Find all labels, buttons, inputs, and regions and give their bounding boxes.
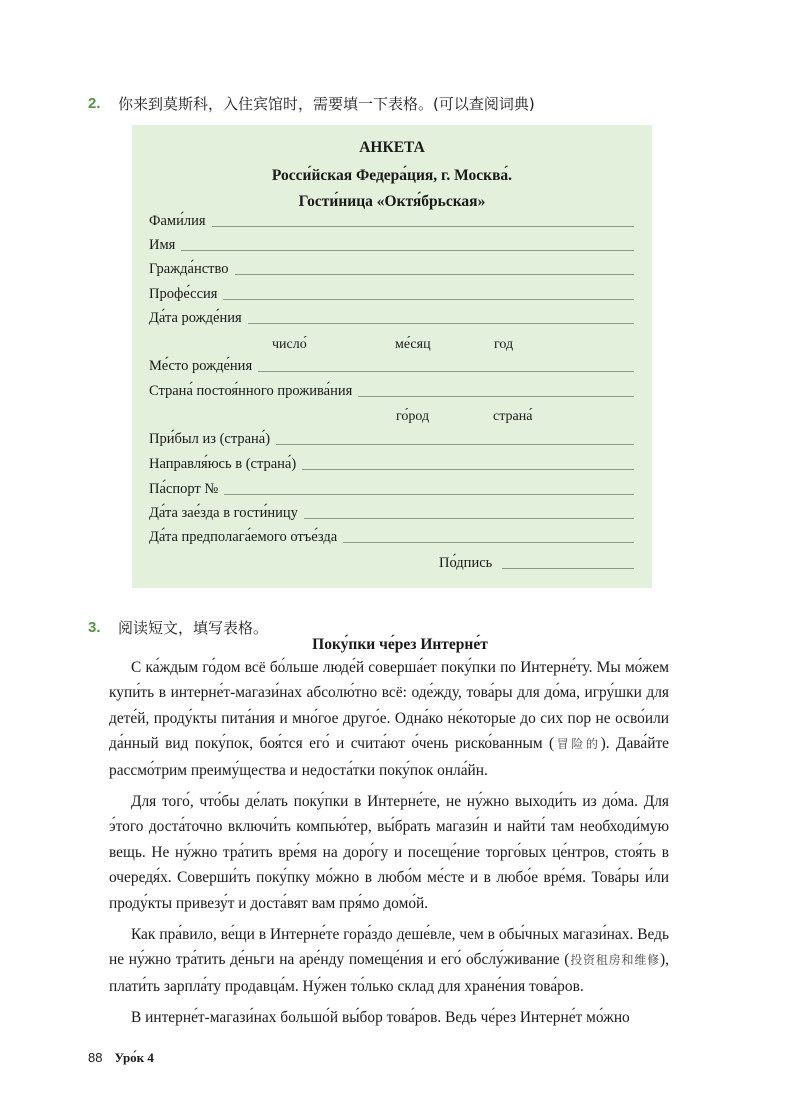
sublabel-month: ме́сяц <box>395 337 431 352</box>
signature-label: По́дпись <box>439 555 493 571</box>
field-birth-date[interactable] <box>149 310 634 327</box>
field-label: Фами́лия <box>149 213 206 229</box>
paragraph-2: Для того́, что́бы де́лать поку́пки в Интерне́те, не ну́жно выходи́ть из до́ма. Для э́того доста́точно включи́ть компью́тер, вы́брать магази́н и найти́ там необходи́мую вещь. Не ну́жно тра́тить вре́мя на доро́гу и посеще́ние торго́вых це́нтров, стоя́ть в очередя́х. Соверши́ть поку́пку мо́жно в любо́м ме́сте и в любо́е вре́мя. Това́ры и́ли проду́кты привезу́т и доста́вят вам пря́мо домо́й. <box>109 793 669 912</box>
field-surname[interactable] <box>149 213 634 230</box>
field-label: Ме́сто рожде́ния <box>149 358 253 374</box>
reading-title: Поку́пки че́рез Интерне́т <box>312 636 488 653</box>
field-residence-country[interactable] <box>149 383 634 400</box>
field-label: Страна́ постоя́нного прожива́ния <box>149 383 353 399</box>
input-line[interactable] <box>276 443 634 445</box>
input-line[interactable] <box>223 298 634 300</box>
field-label: Гражда́нство <box>149 261 229 277</box>
sublabel-country: страна́ <box>493 409 533 424</box>
field-profession[interactable] <box>149 286 634 303</box>
registration-form <box>132 125 652 588</box>
field-label: Имя <box>149 237 176 253</box>
page-footer <box>88 1050 154 1066</box>
field-heading-to[interactable] <box>149 456 634 473</box>
input-line[interactable] <box>235 273 634 275</box>
task-number: 3. <box>88 619 101 636</box>
field-birth-place[interactable] <box>149 358 634 375</box>
field-label: Да́та предполага́емого отъе́зда <box>149 529 338 545</box>
reading-text <box>109 655 669 1031</box>
sublabel-day: число́ <box>272 337 307 352</box>
field-passport[interactable] <box>149 481 634 498</box>
task-number: 2. <box>88 95 101 112</box>
paragraph-3: Как пра́вило, ве́щи в Интерне́те гора́здо деше́вле, чем в обы́чных магази́нах. Ведь не ну́жно тра́тить де́ньги на аре́нду помеще́ния и его́ обслу́живание (投资租房和维修), плати́ть зарпла́ту продавца́м. Ну́жен то́лько склад для хране́ния това́ров. <box>109 926 669 995</box>
paragraph-4: В интерне́т-магази́нах большо́й вы́бор това́ров. Ведь че́рез Интерне́т мо́жно <box>131 1009 630 1027</box>
form-subtitle-country: Росси́йская Федера́ция, г. Москва́. <box>271 167 513 184</box>
task-instruction: 阅读短文，填写表格。 <box>118 619 269 637</box>
chinese-gloss: 投资租房和维修 <box>569 953 660 968</box>
sublabel-year: год <box>494 337 514 352</box>
field-label: Па́спорт № <box>149 481 219 497</box>
paragraph-1: С ка́ждым го́дом всё бо́льше люде́й соверша́ет поку́пки по Интерне́ту. Мы мо́жем купи́ть в интерне́т-магази́нах абсолю́тно всё: оде́жду, това́ры для до́ма, игру́шки для дете́й, проду́кты пита́ния и мно́гое друго́е. Одна́ко не́которые до сих пор не осво́или да́нный вид поку́пок, боя́тся его́ и счита́ют о́чень риско́ванным (冒险的). Дава́йте рассмо́трим преиму́щества и недоста́тки поку́пок онла́йн. <box>109 659 669 779</box>
input-line[interactable] <box>304 517 634 519</box>
input-line[interactable] <box>258 370 634 372</box>
lesson-label: Уро́к 4 <box>114 1050 154 1065</box>
task-2-header <box>88 93 535 114</box>
input-line[interactable] <box>224 493 634 495</box>
field-departure-date[interactable] <box>149 529 634 546</box>
field-arrived-from[interactable] <box>149 431 634 448</box>
field-name[interactable] <box>149 237 634 254</box>
input-line[interactable] <box>248 322 634 324</box>
signature-line[interactable] <box>502 568 634 569</box>
field-label: Да́та зае́зда в гости́ницу <box>149 505 298 521</box>
chinese-gloss: 冒险的 <box>554 737 601 752</box>
task-instruction: 你来到莫斯科，入住宾馆时，需要填一下表格。(可以查阅词典) <box>118 95 535 113</box>
field-checkin-date[interactable] <box>149 505 634 522</box>
task-3-header <box>88 617 268 638</box>
field-signature[interactable] <box>439 555 634 572</box>
input-line[interactable] <box>302 468 634 470</box>
input-line[interactable] <box>343 541 634 543</box>
form-subtitle-hotel: Гости́ница «Октя́брьская» <box>298 193 486 210</box>
field-label: Профе́ссия <box>149 286 218 302</box>
input-line[interactable] <box>358 395 634 397</box>
input-line[interactable] <box>212 225 635 227</box>
sublabel-city: го́род <box>396 409 430 424</box>
form-title: АНКЕТА <box>359 139 425 156</box>
field-label: При́был из (страна́) <box>149 431 271 447</box>
page-number: 88 <box>88 1050 103 1065</box>
field-label: Направля́юсь в (страна́) <box>149 456 297 472</box>
field-label: Да́та рожде́ния <box>149 310 242 326</box>
field-citizenship[interactable] <box>149 261 634 278</box>
input-line[interactable] <box>181 249 634 251</box>
